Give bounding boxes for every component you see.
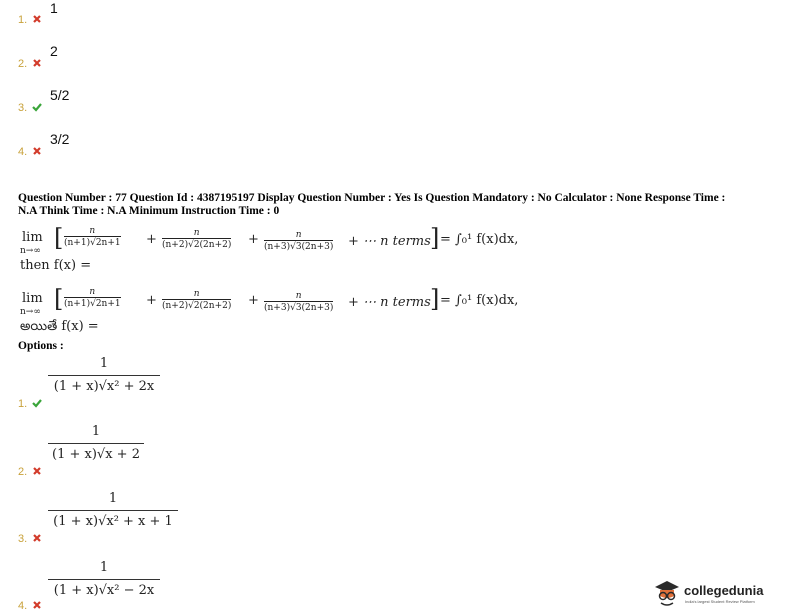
options-label: Options : [18, 340, 64, 352]
plus-sign: + [146, 232, 157, 247]
left-bracket: [ [54, 285, 64, 313]
cross-icon [32, 600, 42, 610]
rhs-integral: = ∫₀¹ f(x)dx, [440, 232, 519, 247]
question-meta-line1: Question Number : 77 Question Id : 4387195197 Display Question Number : Yes Is Question Mandatory : No Calculator : None Response Time : [18, 192, 726, 204]
cross-icon [32, 533, 42, 543]
prev-option-1 [18, 8, 42, 27]
option-numerator: 1 [99, 356, 109, 371]
fraction-bar [48, 579, 160, 580]
option-denominator: (1 + x)√x² − 2x [53, 583, 155, 598]
term-3: $\frac{n}{(n+3)√3(2n+3)}$ [264, 291, 334, 313]
question-expression-telugu [20, 287, 580, 337]
option-number: 2. [18, 58, 28, 70]
fraction-bar [48, 443, 144, 444]
telugu-prompt: అయితే f(x) = [20, 319, 99, 334]
plus-sign: + [248, 293, 259, 308]
series-tail: + ⋯ n terms [348, 234, 431, 249]
option-4-marker [18, 594, 42, 613]
option-denominator: (1 + x)√x² + x + 1 [53, 514, 173, 529]
right-bracket: ] [430, 285, 440, 313]
term-1: $\frac{n}{(n+1)√2n+1}$ [64, 226, 121, 248]
option-number: 3. [18, 102, 28, 114]
graduate-mascot-icon [652, 578, 682, 608]
term-2: $\frac{n}{(n+2)√2(2n+2)}$ [162, 228, 232, 250]
option-denominator: (1 + x)√x² + 2x [53, 379, 155, 394]
check-icon [32, 398, 42, 408]
plus-sign: + [146, 293, 157, 308]
option-2-expression [48, 424, 144, 462]
option-2-marker [18, 460, 42, 479]
option-1-marker [18, 392, 42, 411]
option-numerator: 1 [108, 491, 118, 506]
prev-option-4-text: 3/2 [50, 131, 70, 147]
option-number: 1. [18, 398, 28, 410]
fraction-bar [48, 510, 178, 511]
brand-tagline: India's largest Student Review Platform [685, 599, 755, 604]
collegedunia-logo [652, 578, 790, 608]
option-numerator: 1 [91, 424, 101, 439]
option-1-expression [48, 356, 160, 394]
lim-word: lim [22, 230, 43, 245]
lim-subscript: n→∞ [20, 307, 41, 317]
prev-option-3 [18, 96, 42, 115]
prev-option-3-text: 5/2 [50, 87, 70, 103]
prev-option-2-text: 2 [50, 43, 58, 59]
series-tail: + ⋯ n terms [348, 295, 431, 310]
brand-name: collegedunia [684, 583, 764, 598]
lim-subscript: n→∞ [20, 246, 41, 256]
check-icon [32, 102, 42, 112]
lim-word: lim [22, 291, 43, 306]
question-meta-line2: N.A Think Time : N.A Minimum Instruction Time : 0 [18, 205, 280, 217]
plus-sign: + [248, 232, 259, 247]
option-number: 3. [18, 533, 28, 545]
option-number: 1. [18, 14, 28, 26]
question-expression-english [20, 226, 580, 273]
option-3-marker [18, 527, 42, 546]
prev-option-4 [18, 140, 42, 159]
option-4-expression [48, 560, 160, 598]
prev-option-1-text: 1 [50, 0, 58, 16]
option-denominator: (1 + x)√x + 2 [52, 447, 140, 462]
term-1: $\frac{n}{(n+1)√2n+1}$ [64, 287, 121, 309]
option-number: 2. [18, 466, 28, 478]
option-3-expression [48, 491, 178, 529]
term-3: $\frac{n}{(n+3)√3(2n+3)}$ [264, 230, 334, 252]
cross-icon [32, 14, 42, 24]
prev-option-2 [18, 52, 42, 71]
option-numerator: 1 [99, 560, 109, 575]
cross-icon [32, 58, 42, 68]
fraction-bar [48, 375, 160, 376]
cross-icon [32, 146, 42, 156]
right-bracket: ] [430, 224, 440, 252]
option-number: 4. [18, 600, 28, 612]
left-bracket: [ [54, 224, 64, 252]
question-meta [18, 192, 778, 218]
cross-icon [32, 466, 42, 476]
option-number: 4. [18, 146, 28, 158]
term-2: $\frac{n}{(n+2)√2(2n+2)}$ [162, 289, 232, 311]
rhs-integral: = ∫₀¹ f(x)dx, [440, 293, 519, 308]
english-prompt: then f(x) = [20, 258, 92, 273]
